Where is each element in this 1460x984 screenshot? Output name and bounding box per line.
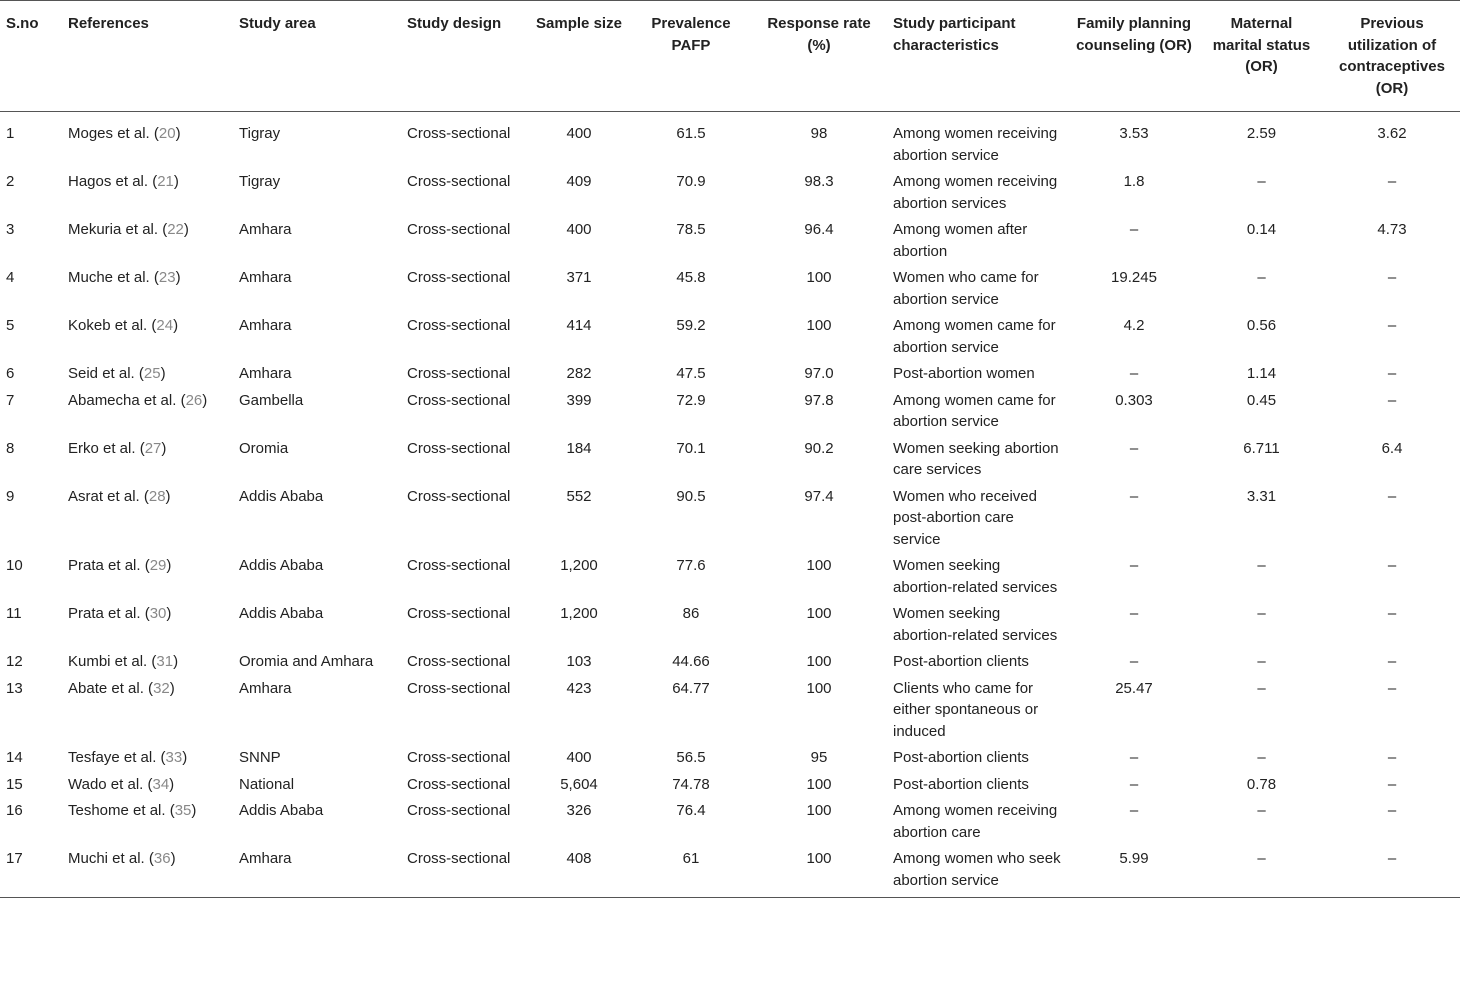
cell-marital-status: – [1257,749,1266,766]
cell-study-area: National [239,775,295,793]
cell-reference [62,846,233,898]
cell-study-area: Amhara [239,269,292,286]
cell-contraceptives: – [1387,749,1397,766]
reference-close: ) [173,317,179,334]
reference-number-link[interactable]: 25 [143,365,161,382]
cell-study-design: Cross-sectional [407,679,511,697]
cell-fp-counseling: – [1129,557,1139,574]
cell-study-design: Cross-sectional [407,221,511,238]
table-row [0,112,1460,170]
cell-reference [62,649,233,676]
cell-reference [62,745,233,772]
reference-close: ) [169,679,175,697]
cell-prevalence: 56.5 [676,749,706,766]
cell-response-rate: 97.0 [804,365,834,382]
cell-reference [62,601,233,649]
cell-marital-status: – [1257,173,1266,190]
header-contraceptives: Previous utilization of contraceptives (OR) [1339,15,1445,97]
cell-marital-status: – [1257,269,1266,286]
cell-reference [62,676,233,746]
cell-sno: 3 [6,221,15,238]
table-row [0,846,1460,898]
header-references: References [68,15,149,32]
cell-contraceptives: – [1387,802,1397,819]
cell-marital-status: – [1257,802,1266,819]
cell-fp-counseling: 19.245 [1111,269,1157,286]
cell-fp-counseling: 25.47 [1115,679,1153,697]
cell-study-area: Tigray [239,173,281,190]
cell-response-rate: 90.2 [804,439,834,457]
cell-response-rate: 100 [806,802,832,819]
cell-participant-characteristics: Among women who seek abortion service [893,850,1061,889]
cell-sno: 8 [6,439,15,457]
reference-close: ) [170,850,176,867]
reference-number-link[interactable]: 28 [148,487,166,505]
table-row [0,649,1460,676]
cell-fp-counseling: 4.2 [1123,317,1145,334]
reference-number-link[interactable]: 35 [174,802,192,819]
cell-sample-size: 371 [566,269,592,286]
cell-sample-size: 423 [566,679,592,697]
reference-author: Kumbi et al. ( [68,653,157,670]
cell-sno: 2 [6,173,15,190]
reference-author: Muchi et al. ( [68,850,154,867]
table-row [0,798,1460,846]
cell-study-area: Oromia [239,439,289,457]
reference-author: Seid et al. ( [68,365,144,382]
cell-study-area: Oromia and Amhara [239,653,374,670]
reference-close: ) [166,605,172,622]
table-row [0,553,1460,601]
cell-response-rate: 96.4 [804,221,834,238]
cell-sample-size: 400 [566,749,592,766]
cell-participant-characteristics: Women seeking abortion-related services [893,557,1058,596]
cell-contraceptives: 6.4 [1381,439,1403,457]
cell-sample-size: 326 [566,802,592,819]
table-row [0,484,1460,554]
reference-close: ) [160,365,166,382]
table-row [0,313,1460,361]
reference-number-link[interactable]: 27 [144,439,162,457]
cell-response-rate: 100 [806,679,832,697]
cell-sno: 12 [6,653,23,670]
header-fp-counseling: Family planning counseling (OR) [1076,15,1192,54]
cell-prevalence: 61 [682,850,700,867]
cell-response-rate: 95 [810,749,828,766]
cell-participant-characteristics: Post-abortion women [893,365,1035,382]
cell-participant-characteristics: Women who came for abortion service [893,269,1039,308]
cell-marital-status: 2.59 [1246,125,1277,142]
cell-reference [62,265,233,313]
cell-sample-size: 414 [566,317,592,334]
table-header-row [0,1,1460,112]
reference-author: Kokeb et al. ( [68,317,157,334]
table-row [0,676,1460,746]
cell-contraceptives: – [1387,173,1397,190]
cell-contraceptives: – [1387,557,1397,574]
cell-reference [62,436,233,484]
reference-number-link[interactable]: 33 [165,749,183,766]
cell-study-area: Gambella [239,391,304,409]
cell-marital-status: 3.31 [1246,487,1277,505]
cell-response-rate: 100 [806,850,832,867]
cell-participant-characteristics: Post-abortion clients [893,775,1029,793]
cell-fp-counseling: – [1129,221,1139,238]
header-marital-status: Maternal marital status (OR) [1212,15,1311,75]
reference-author: Asrat et al. ( [68,487,149,505]
cell-sno: 11 [6,605,22,622]
cell-study-design: Cross-sectional [407,653,511,670]
header-study-area: Study area [239,15,316,32]
cell-reference [62,313,233,361]
cell-study-area: Addis Ababa [239,605,324,622]
cell-sample-size: 1,200 [560,557,598,574]
cell-marital-status: – [1257,653,1266,670]
reference-number-link[interactable]: 20 [158,125,176,142]
cell-prevalence: 90.5 [676,487,706,505]
header-sample-size: Sample size [536,15,622,32]
header-sno: S.no [6,15,39,32]
cell-response-rate: 97.8 [804,391,834,409]
reference-author: Wado et al. ( [68,775,153,793]
cell-sno: 17 [6,850,23,867]
reference-author: Abate et al. ( [68,679,154,697]
reference-number-link[interactable]: 30 [149,605,167,622]
cell-reference [62,484,233,554]
cell-study-design: Cross-sectional [407,749,511,766]
table-row [0,169,1460,217]
cell-participant-characteristics: Among women came for abortion service [893,391,1056,430]
reference-close: ) [166,557,172,574]
cell-contraceptives: – [1387,487,1397,505]
table-row [0,217,1460,265]
cell-sample-size: 409 [566,173,592,190]
cell-contraceptives: – [1387,269,1397,286]
cell-participant-characteristics: Among women came for abortion service [893,317,1056,356]
reference-close: ) [173,653,179,670]
cell-marital-status: 1.14 [1246,365,1277,382]
cell-sno: 7 [6,391,15,409]
table-row [0,388,1460,436]
cell-contraceptives: – [1387,391,1397,409]
cell-study-design: Cross-sectional [407,391,511,409]
reference-close: ) [173,173,179,190]
cell-fp-counseling: – [1129,605,1139,622]
reference-author: Muche et al. ( [68,269,159,286]
cell-reference [62,169,233,217]
table-row [0,745,1460,772]
reference-close: ) [169,775,175,793]
cell-response-rate: 100 [806,557,832,574]
cell-contraceptives: – [1387,775,1397,793]
reference-number-link[interactable]: 24 [156,317,174,334]
cell-reference [62,217,233,265]
cell-study-design: Cross-sectional [407,269,511,286]
cell-study-design: Cross-sectional [407,365,511,382]
cell-study-design: Cross-sectional [407,557,511,574]
cell-fp-counseling: – [1129,775,1139,793]
cell-study-area: Addis Ababa [239,487,324,505]
reference-number-link[interactable]: 26 [185,391,203,409]
reference-number-link[interactable]: 31 [156,653,174,670]
cell-study-area: Amhara [239,850,292,867]
table-row [0,361,1460,388]
table-body [0,112,1460,898]
cell-marital-status: – [1257,679,1266,697]
table-row [0,436,1460,484]
cell-fp-counseling: – [1129,749,1139,766]
reference-author: Prata et al. ( [68,557,150,574]
table-row [0,265,1460,313]
reference-author: Teshome et al. ( [68,802,175,819]
reference-close: ) [202,391,208,409]
cell-response-rate: 100 [806,605,832,622]
cell-contraceptives: 4.73 [1377,221,1407,238]
cell-sample-size: 400 [566,125,592,142]
cell-study-area: Amhara [239,365,292,382]
reference-author: Hagos et al. ( [68,173,158,190]
cell-prevalence: 74.78 [672,775,710,793]
cell-reference [62,798,233,846]
cell-contraceptives: – [1387,653,1397,670]
cell-sno: 5 [6,317,15,334]
reference-number-link[interactable]: 34 [152,775,170,793]
header-participant-characteristics: Study participant characteristics [893,15,1016,54]
cell-participant-characteristics: Women who received post-abortion care service [893,487,1037,548]
cell-contraceptives: – [1387,679,1397,697]
cell-fp-counseling: – [1129,487,1139,505]
cell-contraceptives: – [1387,365,1397,382]
cell-reference [62,553,233,601]
cell-study-design: Cross-sectional [407,125,511,142]
cell-study-design: Cross-sectional [407,802,511,819]
cell-participant-characteristics: Among women receiving abortion care [893,802,1058,841]
cell-marital-status: 0.78 [1246,775,1277,793]
cell-participant-characteristics: Among women after abortion [893,221,1028,260]
cell-participant-characteristics: Among women receiving abortion service [893,125,1058,164]
cell-fp-counseling: 1.8 [1123,173,1145,190]
cell-study-design: Cross-sectional [407,487,511,505]
cell-sample-size: 282 [566,365,592,382]
cell-prevalence: 45.8 [676,269,706,286]
cell-prevalence: 76.4 [676,802,706,819]
cell-sno: 16 [6,802,23,819]
cell-sno: 15 [6,775,23,793]
cell-response-rate: 98 [810,125,828,142]
reference-number-link[interactable]: 36 [153,850,171,867]
cell-response-rate: 97.4 [804,487,834,505]
cell-participant-characteristics: Among women receiving abortion services [893,173,1058,212]
cell-fp-counseling: – [1129,802,1139,819]
cell-participant-characteristics: Women seeking abortion-related services [893,605,1058,644]
cell-response-rate: 100 [806,775,832,793]
cell-marital-status: 0.56 [1246,317,1277,334]
reference-close: ) [165,487,171,505]
cell-contraceptives: 3.62 [1377,125,1407,142]
cell-study-design: Cross-sectional [407,439,511,457]
table-row [0,772,1460,799]
cell-contraceptives: – [1387,850,1397,867]
reference-author: Moges et al. ( [68,125,159,142]
cell-marital-status: – [1257,850,1266,867]
cell-fp-counseling: 3.53 [1119,125,1149,142]
cell-sample-size: 1,200 [560,605,598,622]
reference-author: Prata et al. ( [68,605,150,622]
cell-prevalence: 72.9 [676,391,706,409]
reference-author: Erko et al. ( [68,439,145,457]
cell-sno: 1 [6,125,15,142]
cell-prevalence: 64.77 [672,679,710,697]
cell-fp-counseling: – [1129,439,1139,457]
reference-close: ) [175,125,181,142]
cell-response-rate: 100 [806,317,832,334]
cell-response-rate: 100 [806,269,832,286]
cell-reference [62,772,233,799]
cell-prevalence: 59.2 [676,317,706,334]
cell-fp-counseling: 0.303 [1115,391,1153,409]
cell-reference [62,112,233,170]
cell-sno: 14 [6,749,23,766]
cell-sample-size: 552 [566,487,592,505]
cell-participant-characteristics: Clients who came for either spontaneous or induced [893,679,1039,740]
header-response-rate: Response rate (%) [767,15,871,54]
cell-study-area: Tigray [239,125,281,142]
reference-number-link[interactable]: 29 [149,557,167,574]
cell-sample-size: 103 [566,653,592,670]
cell-study-area: Addis Ababa [239,802,324,819]
cell-marital-status: – [1257,605,1266,622]
reference-close: ) [161,439,167,457]
table-row [0,601,1460,649]
cell-participant-characteristics: Post-abortion clients [893,653,1029,670]
reference-close: ) [175,269,181,286]
cell-sno: 4 [6,269,15,286]
cell-reference [62,361,233,388]
cell-study-area: Addis Ababa [239,557,324,574]
header-prevalence: Prevalence PAFP [651,15,731,54]
reference-number-link[interactable]: 23 [158,269,176,286]
cell-response-rate: 100 [806,653,832,670]
cell-reference [62,388,233,436]
cell-prevalence: 47.5 [676,365,706,382]
cell-prevalence: 78.5 [676,221,706,238]
reference-author: Mekuria et al. ( [68,221,168,238]
cell-prevalence: 44.66 [672,653,710,670]
cell-marital-status: – [1257,557,1266,574]
cell-prevalence: 77.6 [676,557,706,574]
reference-close: ) [182,749,188,766]
cell-sno: 10 [6,557,23,574]
reference-author: Abamecha et al. ( [68,391,186,409]
cell-marital-status: 0.14 [1246,221,1277,238]
cell-marital-status: 6.711 [1243,439,1280,457]
cell-study-area: SNNP [239,749,281,766]
cell-participant-characteristics: Post-abortion clients [893,749,1029,766]
cell-sample-size: 5,604 [560,775,598,793]
reference-number-link[interactable]: 22 [167,221,184,238]
cell-fp-counseling: – [1129,365,1139,382]
reference-number-link[interactable]: 32 [153,679,170,697]
cell-prevalence: 61.5 [676,125,706,142]
cell-fp-counseling: 5.99 [1119,850,1149,867]
cell-study-area: Amhara [239,221,292,238]
cell-study-area: Amhara [239,317,292,334]
cell-study-design: Cross-sectional [407,317,511,334]
cell-sno: 9 [6,487,15,505]
reference-close: ) [191,802,197,819]
cell-marital-status: 0.45 [1246,391,1277,409]
cell-sample-size: 399 [566,391,592,409]
reference-close: ) [183,221,189,238]
cell-participant-characteristics: Women seeking abortion care services [893,439,1059,478]
cell-sample-size: 400 [566,221,592,238]
cell-contraceptives: – [1387,605,1397,622]
reference-author: Tesfaye et al. ( [68,749,166,766]
header-study-design: Study design [407,15,502,32]
cell-prevalence: 86 [682,605,700,622]
cell-fp-counseling: – [1129,653,1139,670]
cell-study-area: Amhara [239,679,292,697]
cell-sample-size: 408 [566,850,592,867]
cell-study-design: Cross-sectional [407,775,511,793]
cell-response-rate: 98.3 [804,173,834,190]
cell-study-design: Cross-sectional [407,173,511,190]
cell-contraceptives: – [1387,317,1397,334]
cell-study-design: Cross-sectional [407,850,511,867]
cell-sno: 6 [6,365,15,382]
cell-study-design: Cross-sectional [407,605,511,622]
reference-number-link[interactable]: 21 [157,173,174,190]
cell-prevalence: 70.1 [676,439,706,457]
cell-sample-size: 184 [566,439,592,457]
cell-sno: 13 [6,679,23,697]
cell-prevalence: 70.9 [676,173,706,190]
